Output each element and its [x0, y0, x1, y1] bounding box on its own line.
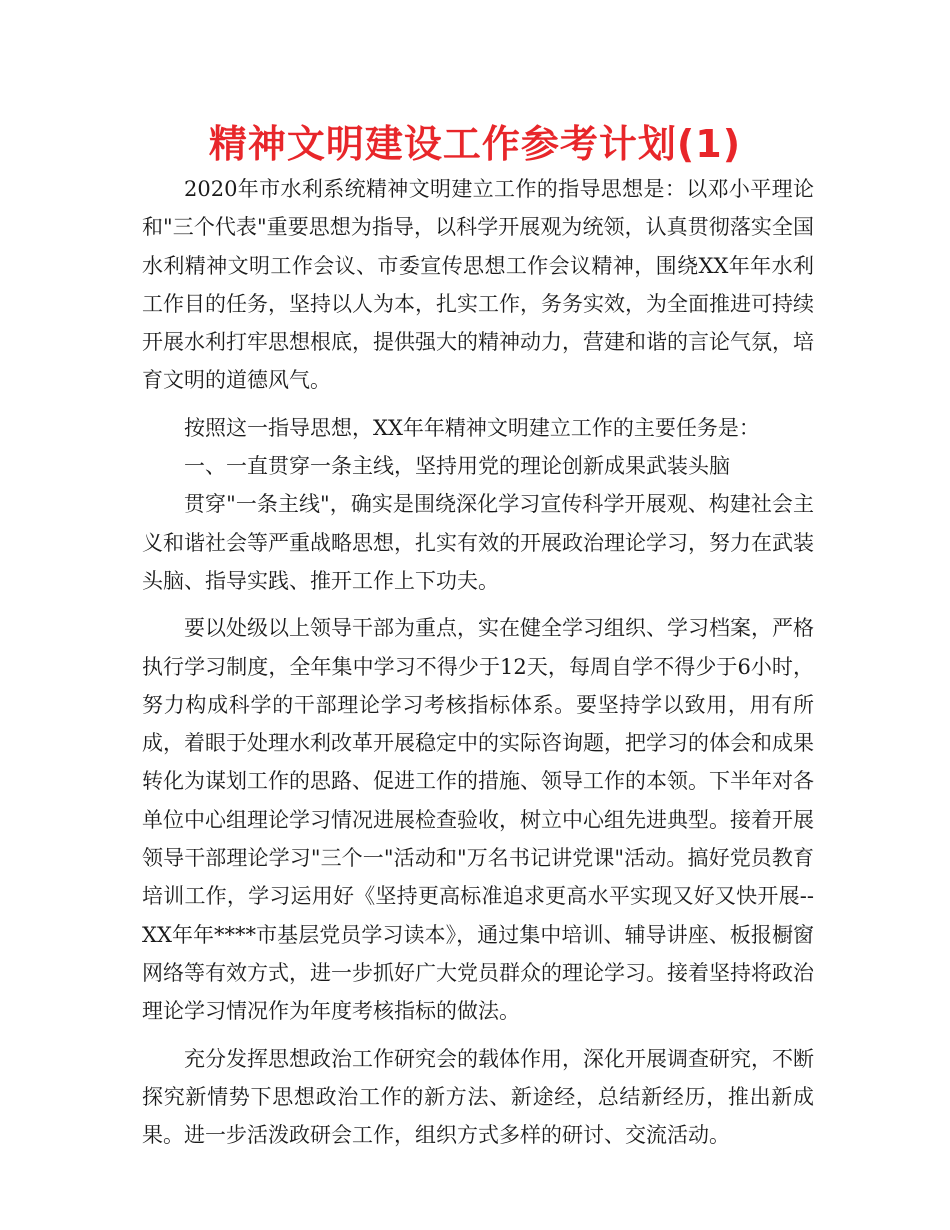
section-heading-1: 一、一直贯穿一条主线，坚持用党的理论创新成果武装头脑: [184, 454, 730, 479]
paragraph-main-tasks: 按照这一指导思想，XX年年精神文明建立工作的主要任务是：: [184, 415, 760, 440]
document-title: 精神文明建设工作参考计划(1): [208, 122, 742, 166]
paragraph-research-society: 充分发挥思想政治工作研究会的载体作用，深化开展调查研究，不断探究新情势下思想政治工作的新方法、新途经，总结新经历，推出新成果。进一步活泼政研会工作，组织方式多样的研讨、交流活动。: [142, 1046, 814, 1148]
paragraph-leadership-study: 要以处级以上领导干部为重点，实在健全学习组织、学习档案，严格执行学习制度，全年集中学习不得少于12天，每周自学不得少于6小时，努力构成科学的干部理论学习考核指标体系。要坚持学以致用，用有所成，着眼于处理水利改革开展稳定中的实际咨询题，把学习的体会和成果转化为谋划工作的思路、促进工作的措施、领导工作的本领。下半年对各单位中心组理论学习情况进展检查验收，树立中心组先进典型。接着开展领导干部理论学习"三个一"活动和"万名书记讲党课"活动。搞好党员教育培训工作，学习运用好《坚持更高标准追求更高水平实现又好又快开展--XX年年****市基层党员学习读本》，通过集中培训、辅导讲座、板报橱窗网络等有效方式，进一步抓好广大党员群众的理论学习。接着坚持将政治理论学习情况作为年度考核指标的做法。: [142, 616, 814, 1024]
paragraph-main-line: 贯穿"一条主线"，确实是围绕深化学习宣传科学开展观、构建社会主义和谐社会等严重战略思想，扎实有效的开展政治理论学习，努力在武装头脑、指导实践、推开工作上下功夫。: [142, 492, 814, 593]
document-body: [142, 170, 814, 1154]
paragraph-guiding-ideology: 2020年市水利系统精神文明建立工作的指导思想是：以邓小平理论和"三个代表"重要思想为指导，以科学开展观为统领，认真贯彻落实全国水利精神文明工作会议、市委宣传思想工作会议精神，围绕XX年年水利工作目的任务，坚持以人为本，扎实工作，务务实效，为全面推进可持续开展水利打牢思想根底，提供强大的精神动力，营建和谐的言论气氛，培育文明的道德风气。: [142, 177, 814, 393]
